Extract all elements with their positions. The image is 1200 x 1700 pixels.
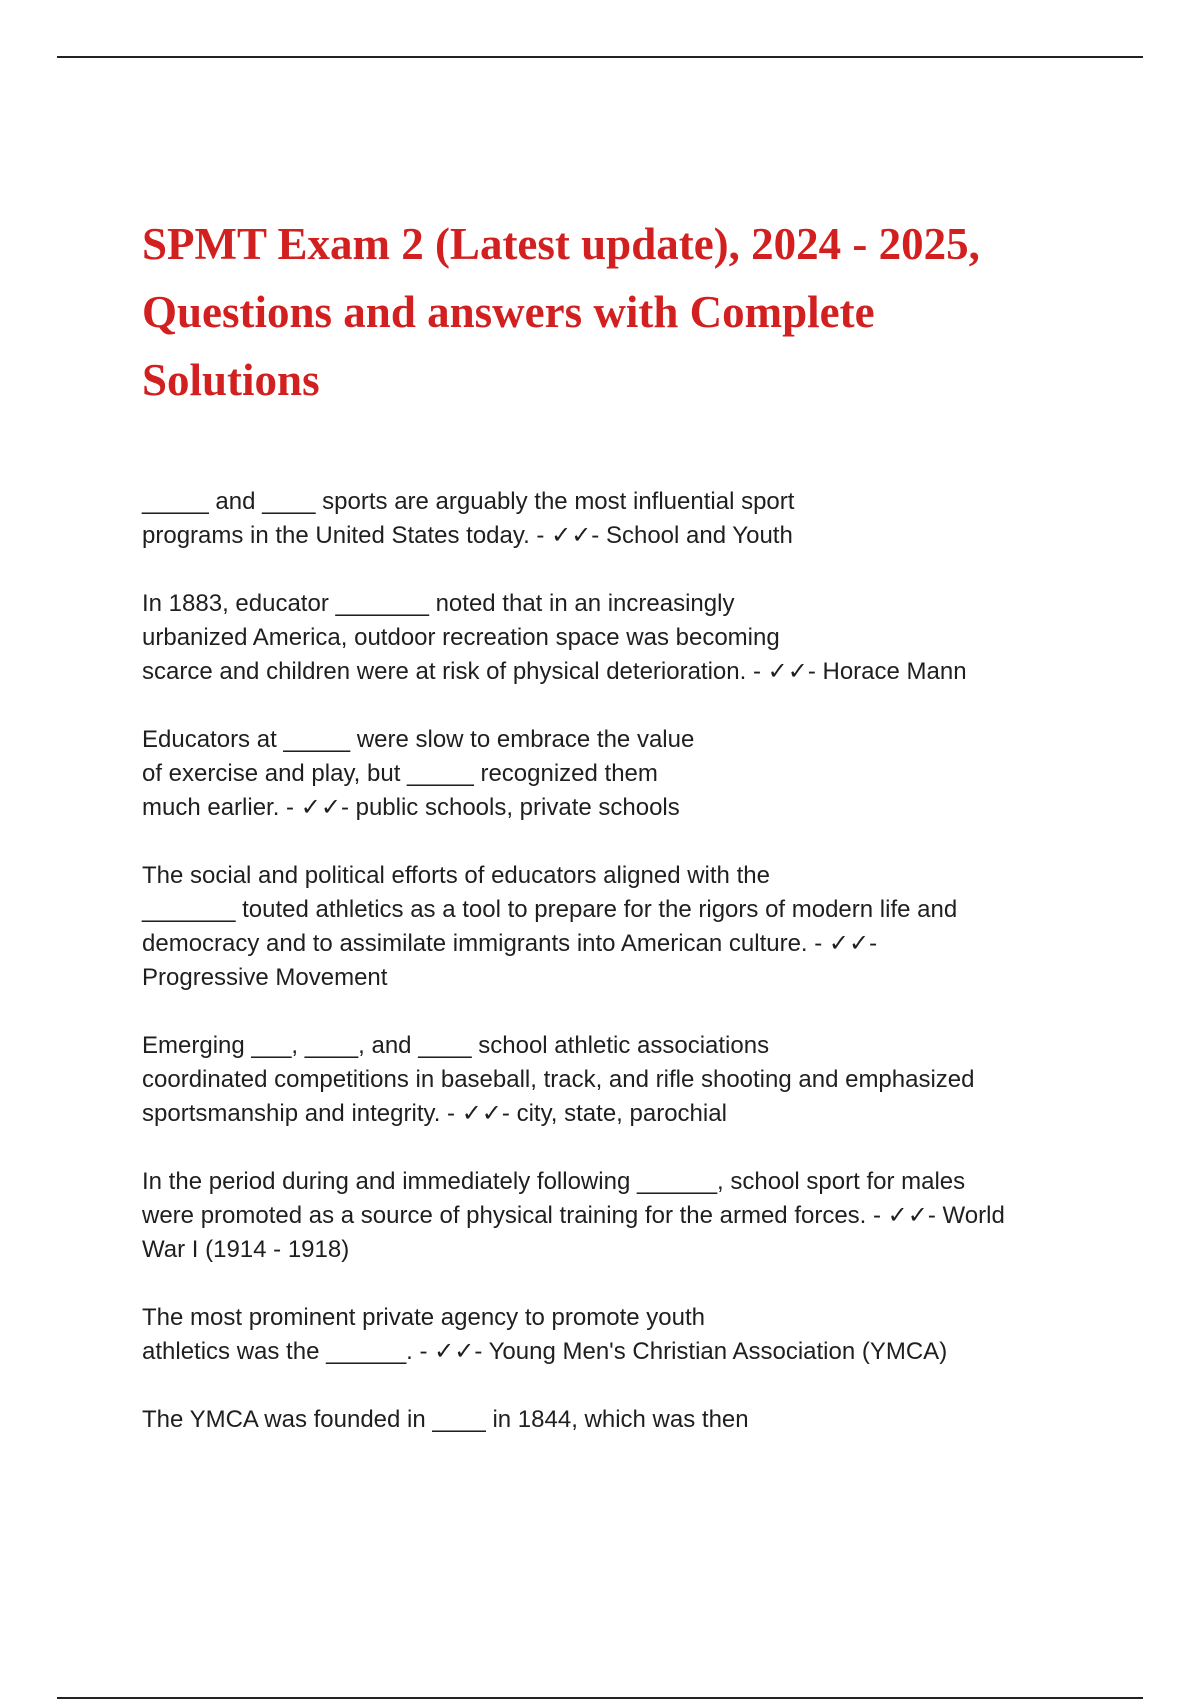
qa-line: democracy and to assimilate immigrants into American culture. - ✓✓- <box>142 930 878 957</box>
qa-item <box>142 485 1082 553</box>
qa-item <box>142 1301 1082 1369</box>
qa-line: were promoted as a source of physical training for the armed forces. - ✓✓- World <box>142 1202 1005 1229</box>
top-rule <box>57 56 1143 58</box>
qa-item <box>142 723 1082 825</box>
qa-line: scarce and children were at risk of physical deterioration. - ✓✓- Horace Mann <box>142 658 967 685</box>
qa-line: Emerging ___, ____, and ____ school athletic associations <box>142 1032 770 1059</box>
qa-line: The YMCA was founded in ____ in 1844, which was then <box>142 1406 749 1433</box>
qa-line: The social and political efforts of educators aligned with the <box>142 862 770 889</box>
qa-item <box>142 1165 1082 1267</box>
qa-line: War I (1914 - 1918) <box>142 1236 350 1263</box>
qa-item <box>142 1403 1082 1437</box>
qa-line: Educators at _____ were slow to embrace the value <box>142 726 695 753</box>
qa-line: programs in the United States today. - ✓✓- School and Youth <box>142 522 793 549</box>
qa-line: much earlier. - ✓✓- public schools, private schools <box>142 794 680 821</box>
qa-line: urbanized America, outdoor recreation space was becoming <box>142 624 780 651</box>
qa-item <box>142 1029 1082 1131</box>
qa-line: of exercise and play, but _____ recognized them <box>142 760 658 787</box>
qa-line: athletics was the ______. - ✓✓- Young Men's Christian Association (YMCA) <box>142 1338 948 1365</box>
title-line: SPMT Exam 2 (Latest update), 2024 - 2025, <box>142 219 980 269</box>
qa-item <box>142 859 1082 995</box>
qa-line: _____ and ____ sports are arguably the most influential sport <box>142 488 795 515</box>
qa-line: coordinated competitions in baseball, track, and rifle shooting and emphasized <box>142 1066 975 1093</box>
qa-line: Progressive Movement <box>142 964 388 991</box>
qa-item <box>142 587 1082 689</box>
qa-line: In the period during and immediately following ______, school sport for males <box>142 1168 966 1195</box>
title-line: Questions and answers with Complete <box>142 287 875 337</box>
qa-line: In 1883, educator _______ noted that in an increasingly <box>142 590 735 617</box>
question-answer-list <box>142 485 1082 1471</box>
bottom-rule <box>57 1697 1143 1699</box>
document-title <box>142 210 1082 414</box>
title-line: Solutions <box>142 355 320 405</box>
qa-line: sportsmanship and integrity. - ✓✓- city, state, parochial <box>142 1100 727 1127</box>
qa-line: The most prominent private agency to promote youth <box>142 1304 705 1331</box>
qa-line: _______ touted athletics as a tool to prepare for the rigors of modern life and <box>142 896 958 923</box>
